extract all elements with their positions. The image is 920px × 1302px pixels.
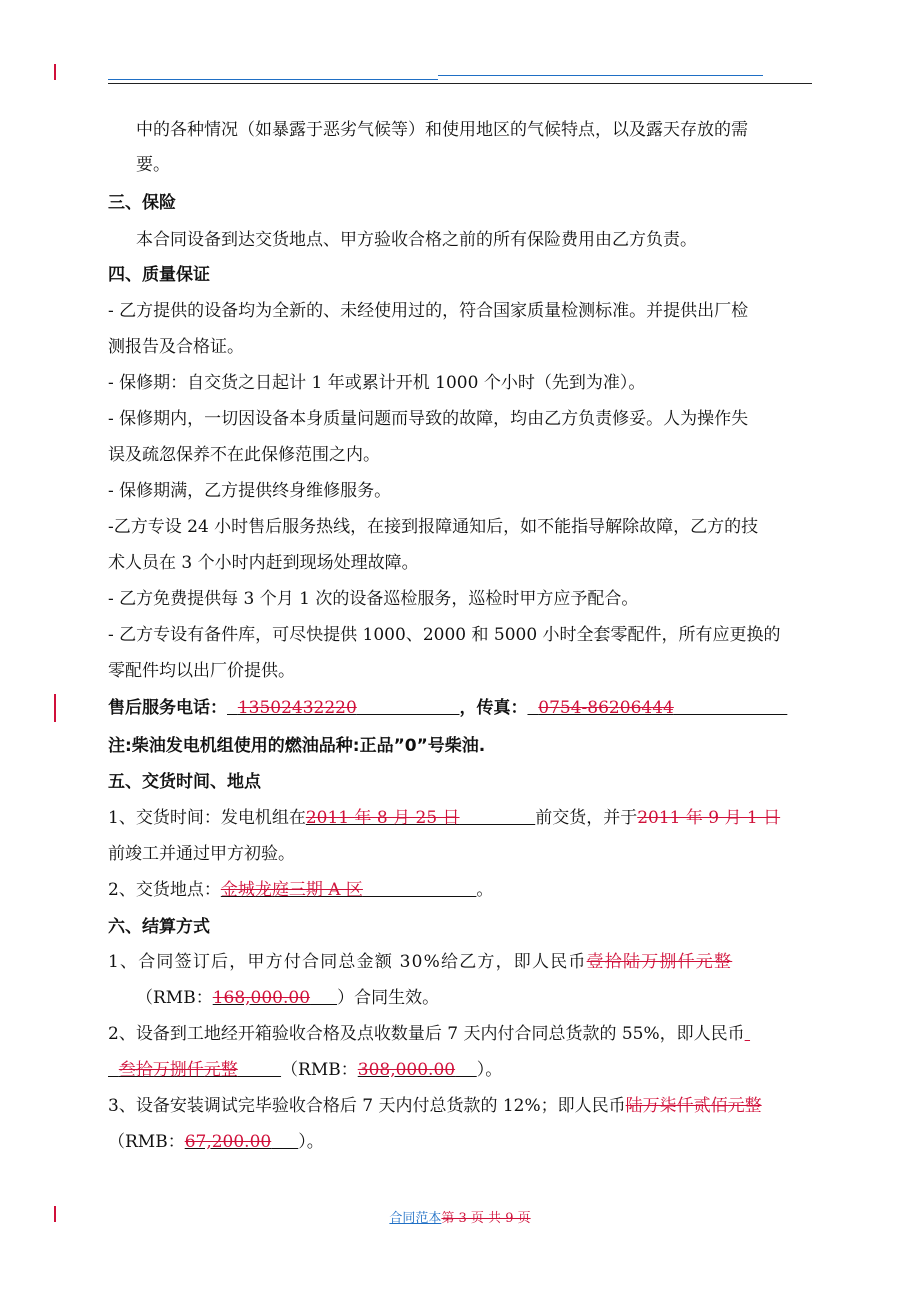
delivery-place-field [221, 880, 477, 900]
delivery-place-line [108, 878, 818, 902]
paragraph-line: - 乙方提供的设备均为全新的、未经使用过的，符合国家质量检测标准。并提供出厂检 [108, 301, 749, 321]
payment-3-end: ）。 [298, 1132, 324, 1152]
payment-3-amount-field [185, 1132, 299, 1152]
payment-2-text: 2、设备到工地经开箱验收合格及点收数量后 7 天内付合同总货款的 55%，即人民币 [108, 1024, 745, 1044]
header-rule [438, 75, 763, 76]
delivery-time-mid: 前交货，并于 [535, 808, 638, 828]
payment-1-amount: 168,000.00 [212, 988, 311, 1008]
rmb-label: （RMB： [108, 1132, 185, 1152]
change-bar [54, 694, 56, 722]
payment-2-end: ）。 [476, 1060, 503, 1080]
payment-line-1b [136, 986, 846, 1010]
completion-date: 2011 年 9 月 1 日 [637, 808, 781, 828]
phone-label: 售后服务电话： [108, 698, 227, 718]
header-rule [108, 79, 438, 80]
paragraph-line: - 乙方专设有备件库，可尽快提供 1000、2000 和 5000 小时全套零配件，所有应更换的 [108, 625, 781, 645]
payment-2-words: 叁拾万捌仟元整 [118, 1060, 238, 1080]
delivery-place-label: 2、交货地点： [108, 880, 221, 900]
payment-line-1 [108, 950, 818, 974]
paragraph-line: 零配件均以出厂价提供。 [108, 661, 295, 681]
payment-1-amount-field [213, 988, 337, 1008]
paragraph-line: 测报告及合格证。 [108, 337, 244, 357]
rmb-label: （RMB： [136, 988, 213, 1008]
footer-title: 合同范本 [389, 1211, 442, 1226]
fuel-note: 注:柴油发电机组使用的燃油品种:正品”0”号柴油. [108, 736, 486, 756]
paragraph-line: 误及疏忽保养不在此保修范围之内。 [108, 445, 380, 465]
delivery-date-field [306, 808, 535, 828]
header-rule [108, 83, 812, 84]
delivery-time-label: 1、交货时间：发电机组在 [108, 808, 306, 828]
payment-2-words-field [108, 1060, 281, 1080]
paragraph-line: 术人员在 3 个小时内赶到现场处理故障。 [108, 553, 419, 573]
fax-field [527, 698, 787, 718]
paragraph-line: 前竣工并通过甲方初验。 [108, 844, 295, 864]
fax-number: 0754-86206444 [538, 698, 674, 718]
footer-page-number: 第 3 页 共 9 页 [441, 1211, 531, 1226]
payment-1-words: 壹拾陆万捌仟元整 [586, 952, 733, 972]
payment-3-amount: 67,200.00 [184, 1132, 272, 1152]
paragraph-line: - 保修期：自交货之日起计 1 年或累计开机 1000 个小时（先到为准）。 [108, 373, 646, 393]
change-bar [54, 64, 56, 80]
paragraph-line: - 乙方免费提供每 3 个月 1 次的设备巡检服务，巡检时甲方应予配合。 [108, 589, 639, 609]
section-heading-payment: 六、结算方式 [108, 917, 210, 937]
payment-2-amount: 308,000.00 [357, 1060, 456, 1080]
section-heading-insurance: 三、保险 [108, 193, 176, 213]
service-contact-line [108, 696, 818, 720]
page-footer [0, 1207, 920, 1226]
rmb-label: （RMB： [281, 1060, 358, 1080]
delivery-place-end: 。 [476, 880, 494, 900]
paragraph-line: - 保修期内，一切因设备本身质量问题而导致的故障，均由乙方负责修妥。人为操作失 [108, 409, 749, 429]
payment-line-2b [108, 1058, 818, 1082]
delivery-date: 2011 年 8 月 25 日 [305, 808, 460, 828]
payment-1-text: 1、合同签订后，甲方付合同总金额 30%给乙方，即人民币 [108, 952, 587, 972]
payment-1-end: ）合同生效。 [337, 988, 440, 1008]
payment-3-text: 3、设备安装调试完毕验收合格后 7 天内付总货款的 12%；即人民币 [108, 1096, 626, 1116]
delivery-place: 金城龙庭三期 A 区 [220, 880, 363, 900]
payment-2-amount-field [358, 1060, 477, 1080]
delivery-time-line [108, 806, 818, 830]
paragraph-line: 本合同设备到达交货地点、甲方验收合格之前的所有保险费用由乙方负责。 [136, 230, 697, 250]
paragraph-line: -乙方专设 24 小时售后服务热线，在接到报障通知后，如不能指导解除故障，乙方的技 [108, 517, 759, 537]
section-heading-quality: 四、质量保证 [108, 265, 210, 285]
paragraph-line: 中的各种情况（如暴露于恶劣气候等）和使用地区的气候特点，以及露天存放的需 [136, 120, 748, 140]
fax-label: ，传真： [459, 698, 528, 718]
payment-line-3b [108, 1130, 818, 1154]
payment-3-words: 陆万柒仟贰佰元整 [625, 1096, 762, 1116]
phone-field [227, 698, 459, 718]
paragraph-line: - 保修期满，乙方提供终身维修服务。 [108, 481, 392, 501]
phone-number: 13502432220 [237, 698, 357, 718]
payment-line-2 [108, 1022, 818, 1046]
section-heading-delivery: 五、交货时间、地点 [108, 772, 261, 792]
payment-line-3 [108, 1094, 818, 1118]
paragraph-line: 要。 [136, 155, 170, 175]
payment-2-blank [745, 1024, 750, 1044]
